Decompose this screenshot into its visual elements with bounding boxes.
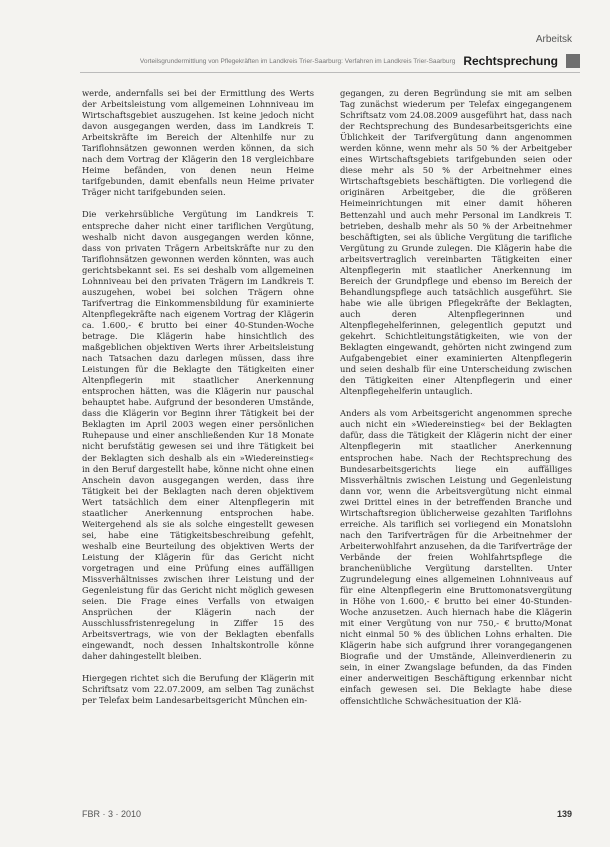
paragraph: Die verkehrsübliche Vergütung im Landkreis T. entspreche daher nicht einer tariflichen Vergütung, weshalb nicht davon ausgegangen werden könne, dass von privaten Trägern Arbeitskräfte nur zu den Tariflohnsätzen gewonnen werden könnten, was auch gerichtsbekannt sei. Es sei deshalb vom allgemeinen Lohnniveau bei den privaten Trägern im Landkreis T. auszugehen, wobei bei solchen Trägern ohne Tarifvertrag die Einkommensbildung für examinierte Altenpflegekräfte nach eigenem Vortrag der Klägerin ca. 1.600,- € brutto bei einer 40-Stunden-Woche betrage. Die Klägerin habe hinsichtlich des maßgeblichen objektiven Werts ihrer Arbeitsleistung nach Tatsachen dazu darlegen müssen, dass ihre Leistungen für die Beklagte den Tätigkeiten einer Altenpflegerin mit staatlicher Anerkennung entsprochen hätten, was die Klägerin nur pauschal behauptet habe. Aufgrund der besonderen Umstände, dass die Klägerin vor Beginn ihrer Tätigkeit bei der Beklagten im April 2003 wegen einer persönlichen Ruhepause und einer anschließenden Kur 18 Monate nicht berufstätig gewesen sei und ihre Tätigkeit bei der Beklagten sich deshalb als ein »Wiedereinstieg« in den Beruf dargestellt habe, könne nicht ohne einen Anschein davon ausgegangen werden, dass ihre Tätigkeit bei der Beklagten nach deren objektivem Wert tatsächlich dem einer Altenpflegerin mit staatlicher Anerkennung entsprochen habe. Weitergehend als sie als solche eingestellt gewesen sei, habe eine Tätigkeitsbeschreibung gefehlt, weshalb eine Beurteilung des objektiven Werts der Leistung der Klägerin für das Gericht nicht vorgetragen und eine Prüfung eines auffälligen Missverhältnisses zwischen ihrer Leistung und der Gegenleistung für das Gericht nicht möglich gewesen seien. Die Frage eines Verfalls von etwaigen Ansprüchen der Klägerin nach der Ausschlussfristenregelung in Ziffer 15 des Arbeitsvertrags, wie von der Beklagten ebenfalls eingewandt, noch dessen Inhaltskontrolle könne daher dahingestellt bleiben. bbox=[82, 209, 314, 662]
section-label: Arbeitsk bbox=[535, 34, 572, 45]
right-column bbox=[340, 88, 572, 718]
rubric-marker bbox=[566, 54, 580, 68]
page-header bbox=[80, 54, 580, 73]
left-column bbox=[82, 88, 314, 718]
journal-reference: FBR · 3 · 2010 bbox=[82, 809, 142, 819]
paragraph: Anders als vom Arbeitsgericht angenommen spreche auch nicht ein »Wiedereinstieg« bei der Beklagten dafür, dass die Tätigkeit der Klägerin nicht der einer Altenpflegerin mit staatlicher Anerkennung entsprochen habe. Nach der Rechtsprechung des Bundesarbeitsgerichts liege ein auffälliges Missverhältnis zwischen Leistung und Gegenleistung dann vor, wenn die Arbeitsvergütung nicht einmal zwei Drittel eines in der betreffenden Branche und Wirtschaftsregion üblicherweise gezahlten Tariflohns erreiche. Als tariflich sei vorliegend ein Monatslohn nach den Tarifverträgen für die Arbeitnehmer der Arbeiterwohlfahrt anzusehen, da die Tarifverträge der Verbände der freien Wohlfahrtspflege die branchenübliche Vergütung darstellten. Unter Zugrundelegung eines allgemeinen Lohnniveaus auf für eine Altenpflegerin eine Bruttomonatsvergütung in Höhe von 1.600,- € brutto bei einer 40-Stunden-Woche anzusetzen. Auch hiernach habe die Klägerin mit einer Vergütung von nur 750,- € brutto/Monat nicht einmal 50 % des üblichen Lohns erhalten. Die Klägerin habe sich aufgrund ihrer vorangegangenen Biografie und der Umstände, Alleinverdienerin zu sein, in einer Zwangslage befunden, da das Finden einer anderweitigen Beschäftigung erkennbar nicht einfach gewesen sei. Die Beklagte habe diese offensichtliche Schwächesituation der Klä- bbox=[340, 408, 572, 706]
rubric-title: Rechtsprechung bbox=[463, 54, 558, 68]
paragraph: werde, andernfalls sei bei der Ermittlung des Werts der Arbeitsleistung vom allgemeinen Lohnniveau im Wirtschaftsgebiet auszugehen. Ist keine jedoch nicht davon ausgegangen werden, dass im Landkreis T. Arbeitskräfte im Bereich der Altenhilfe nur zu Tariflohnsätzen gewonnen werden können, da sich nach dem Vortrag der Klägerin den 18 vergleichbare Heime befänden, von denen neun Heime tarifgebunden, damit ebenfalls neun Heime privater Träger nicht tarifgebunden seien. bbox=[82, 88, 314, 198]
running-head: Vorteilsgrundermittlung von Pflegekräften im Landkreis Trier-Saarburg: Verfahren im Landkreis Trier-Saarburg bbox=[139, 57, 456, 65]
paragraph: Hiergegen richtet sich die Berufung der Klägerin mit Schriftsatz vom 22.07.2009, am selben Tag zunächst per Telefax beim Landesarbeitsgericht München ein- bbox=[82, 673, 314, 706]
paragraph: gegangen, zu deren Begründung sie mit am selben Tag zunächst wiederum per Telefax eingegangenem Schriftsatz vom 24.08.2009 ausgeführt hat, dass nach der Rechtsprechung des Bundesarbeitsgerichts eine Üblichkeit der Tarifvergütung dann angenommen werden könne, wenn mehr als 50 % der Arbeitgeber eines Wirtschaftsgebiets tarifgebunden seien oder diese mehr als 50 % der Arbeitnehmer eines Wirtschaftsgebiets beschäftigten. Die vorliegend die originären Arbeitgeber, die die größeren Heimeinrichtungen mit einer damit höheren Bettenzahl und auch mehr Personal im Landkreis T. betrieben, deshalb mehr als 50 % der Arbeitnehmer beschäftigten, sei als übliche Vergütung die tarifliche Vergütung zu Grunde zulegen. Die Klägerin habe die arbeitsvertraglich vereinbarten Tätigkeiten einer Altenpflegerin mit staatlicher Anerkennung im Bereich der Grundpflege und ebenso im Bereich der Behandlungspflege auch tatsächlich ausgeführt. Sie habe wie alle übrigen Pflegekräfte der Beklagten, auch deren Altenpflegerinnen und Altenpflegehelferinnen, gelegentlich geputzt und gekehrt. Schichtleitungstätigkeiten, wie von der Beklagten eingewandt, gehörten nicht zwingend zum Aufgabengebiet einer examinierten Altenpflegerin und seien deshalb für eine Unterscheidung zwischen den Tätigkeiten einer Altenpflegerin und einer Altenpflegehelferin untauglich. bbox=[340, 88, 572, 397]
page-footer bbox=[82, 809, 572, 819]
page-number: 139 bbox=[556, 809, 572, 819]
